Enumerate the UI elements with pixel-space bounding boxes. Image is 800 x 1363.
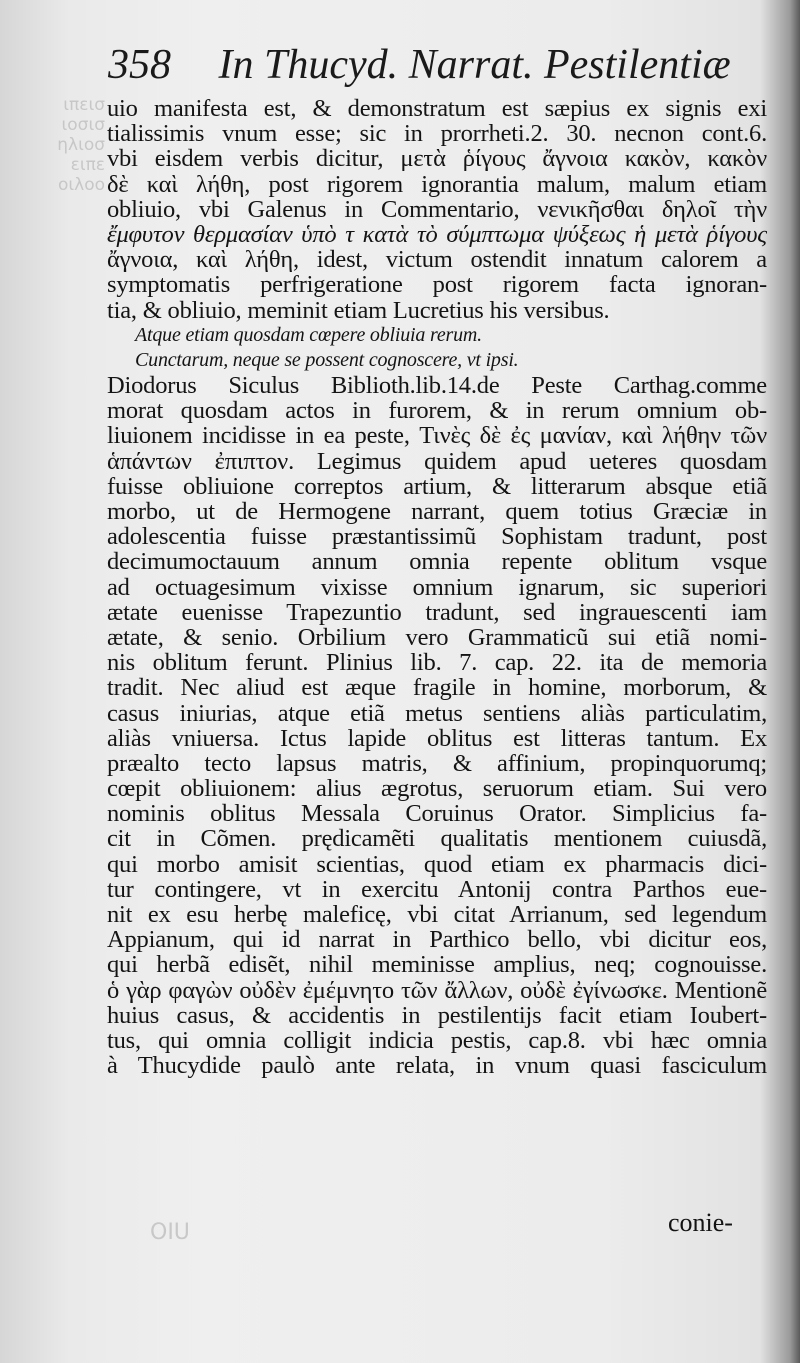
text-line: liuionem incidisse in ea peste, Τινὲς δὲ ἐς μανίαν, καὶ λήθην τῶν	[107, 423, 767, 449]
text-line: vbi eisdem verbis dicitur, μετὰ ῥίγους ἄγνοια κακὸν, κακὸν	[107, 146, 767, 172]
text-line: fuisse obliuione correptos artium, & litterarum absque etiã	[107, 473, 767, 499]
bleed-fragment: ιπεισ	[63, 95, 105, 115]
text-line: adolescentia fuisse præstantissimũ Sophistam tradunt, post	[107, 524, 767, 550]
library-stamp: OIU	[150, 1220, 190, 1245]
text-line: δὲ καὶ λήθη, post rigorem ignorantia malum, malum etiam	[107, 171, 767, 197]
text-line: nominis oblitus Messala Coruinus Orator. Simplicius fa-	[107, 801, 767, 827]
text-line: tradit. Nec aliud est æque fragile in homine, morborum, &	[107, 675, 767, 701]
text-line: Diodorus Siculus Biblioth.lib.14.de Peste Carthag.comme	[107, 373, 767, 399]
text-line: cit in Cõmen. prędicamẽti qualitatis mentionem cuiusdã,	[107, 826, 767, 852]
running-title: In Thucyd. Narrat. Pestilentiæ	[218, 42, 731, 88]
text-line: tialissimis vnum esse; sic in prorrheti.2. 30. necnon cont.6.	[107, 121, 767, 147]
text-line: ἔμφυτον θερμασίαν ὑπὸ τ κατὰ τὸ σύμπτωμα ψύξεως ἡ μετὰ ῥίγους	[107, 221, 767, 248]
text-line: à Thucydide paulò ante relata, in vnum quasi fasciculum	[107, 1053, 767, 1079]
text-line: ἁπάντων ἐπιπτον. Legimus quidem apud ueteres quosdam	[107, 448, 767, 474]
text-line: qui morbo amisit scientias, quod etiam ex pharmacis dici-	[107, 851, 767, 877]
text-line: morbo, ut de Hermogene narrant, quem totius Græciæ in	[107, 499, 767, 525]
text-line: morat quosdam actos in furorem, & in rerum omnium ob-	[107, 398, 767, 424]
text-line: symptomatis perfrigeratione post rigorem facta ignoran-	[107, 272, 767, 298]
text-line: ad octuagesimum vixisse omnium ignarum, sic superiori	[107, 574, 767, 600]
text-line: nit ex esu herbę maleficę, vbi citat Arrianum, sed legendum	[107, 902, 767, 928]
text-line: huius casus, & accidentis in pestilentijs facit etiam Ioubert-	[107, 1002, 767, 1028]
verse-line: Cunctarum, neque se possent cognoscere, vt ipsi.	[135, 348, 519, 371]
catchword: conie-	[668, 1208, 733, 1237]
text-line: tus, qui omnia colligit indicia pestis, cap.8. vbi hæc omnia	[107, 1027, 767, 1054]
text-line: præalto tecto lapsus matris, & affinium, propinquorumq;	[107, 750, 767, 777]
text-line: aliàs vniuersa. Ictus lapide oblitus est litteras tantum. Ex	[107, 725, 767, 751]
bleed-fragment: ηλιοσ	[57, 135, 105, 155]
text-line: tia, & obliuio, meminit etiam Lucretius his versibus.	[107, 297, 610, 323]
text-line: tur contingere, vt in exercitu Antonij contra Parthos eue-	[107, 876, 767, 902]
text-line: ἄγνοια, καὶ λήθη, idest, victum ostendit innatum calorem a	[107, 247, 767, 273]
text-line: uio manifesta est, & demonstratum est sæpius ex signis exi	[107, 96, 767, 122]
text-line: ætate euenisse Trapezuntio tradunt, sed ingrauescenti iam	[107, 599, 767, 625]
bleed-fragment: ειπε	[70, 155, 105, 175]
bleed-through-text	[0, 95, 105, 235]
text-line: ætate, & senio. Orbilium vero Grammaticũ sui etiã nomi-	[107, 624, 767, 651]
text-line: cœpit obliuionem: alius ægrotus, seruorum etiam. Sui vero	[107, 776, 767, 802]
text-line: qui herbã edisẽt, nihil meminisse amplius, neq; cognouisse.	[107, 952, 767, 978]
text-line: casus iniurias, atque etiã metus sentiens aliàs particulatim,	[107, 700, 767, 726]
text-line: Appianum, qui id narrat in Parthico bello, vbi dicitur eos,	[107, 927, 767, 953]
text-line: obliuio, vbi Galenus in Commentario, νενικῆσθαι δηλοῖ τὴν	[107, 196, 767, 222]
running-header	[108, 40, 768, 90]
text-line: decimumoctauum annum omnia repente oblitum vsque	[107, 549, 767, 575]
text-line: nis oblitum ferunt. Plinius lib. 7. cap. 22. ita de memoria	[107, 650, 767, 676]
bleed-fragment: οιλοο	[57, 175, 105, 195]
page-number: 358	[108, 42, 171, 88]
bleed-fragment: ιοσισ	[61, 115, 105, 135]
text-line: ὁ γὰρ φαγὼν οὐδὲν ἐμέμνητο τῶν ἄλλων, οὐδὲ ἐγίνωσκε. Mentionẽ	[107, 977, 767, 1003]
body-text	[107, 96, 767, 1078]
verse-line: Atque etiam quosdam cœpere obliuia rerum.	[135, 323, 482, 346]
